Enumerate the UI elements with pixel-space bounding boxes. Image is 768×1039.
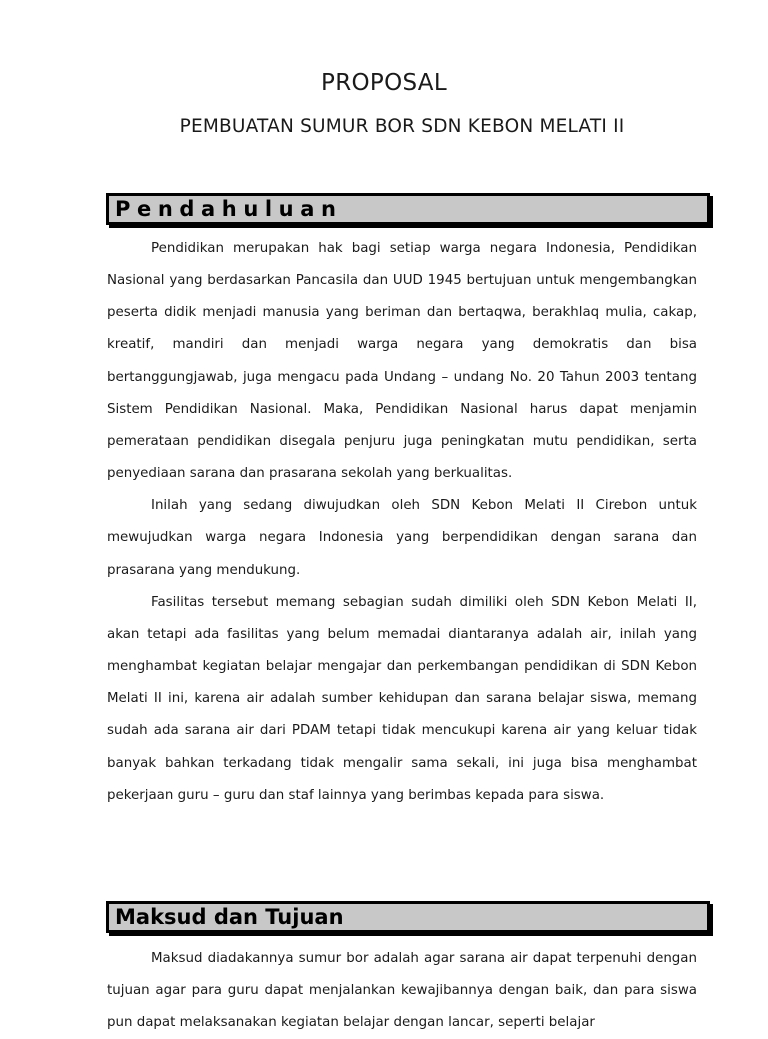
section-heading-box-pendahuluan	[106, 193, 710, 225]
document-title: PROPOSAL	[321, 70, 447, 96]
paragraph: Inilah yang sedang diwujudkan oleh SDN Kebon Melati II Cirebon untuk mewujudkan warga negara Indonesia yang berpendidikan dengan sarana dan prasarana yang mendukung.	[107, 498, 697, 578]
paragraph: Pendidikan merupakan hak bagi setiap warga negara Indonesia, Pendidikan Nasional yang berdasarkan Pancasila dan UUD 1945 bertujuan untuk mengembangkan peserta didik menjadi manusia yang beriman dan bertaqwa, berakhlaq mulia, cakap, kreatif, mandiri dan menjadi warga negara yang demokratis dan bisa bertanggungjawab, juga mengacu pada Undang – undang No. 20 Tahun 2003 tentang Sistem Pendidikan Nasional. Maka, Pendidikan Nasional harus dapat menjamin pemerataan pendidikan disegala penjuru juga peningkatan mutu pendidikan, serta penyediaan sarana dan prasarana sekolah yang berkualitas.	[107, 241, 697, 482]
paragraph: Fasilitas tersebut memang sebagian sudah dimiliki oleh SDN Kebon Melati II, akan tetapi ada fasilitas yang belum memadai diantaranya adalah air, inilah yang menghambat kegiatan belajar mengajar dan perkembangan pendidikan di SDN Kebon Melati II ini, karena air adalah sumber kehidupan dan sarana belajar siswa, memang sudah ada sarana air dari PDAM tetapi tidak mencukupi karena air yang keluar tidak banyak bahkan terkadang tidak mengalir sama sekali, ini juga bisa menghambat pekerjaan guru – guru dan staf lainnya yang berimbas kepada para siswa.	[107, 594, 697, 803]
section-body-maksud-dan-tujuan	[107, 943, 697, 1039]
section-heading-maksud-dan-tujuan: Maksud dan Tujuan	[115, 905, 344, 929]
section-heading-box-maksud-dan-tujuan	[106, 901, 710, 933]
paragraph: Maksud diadakannya sumur bor adalah agar sarana air dapat terpenuhi dengan tujuan agar para guru dapat menjalankan kewajibannya dengan baik, dan para siswa pun dapat melaksanakan kegiatan belajar dengan lancar, seperti belajar	[107, 951, 697, 1031]
document-subtitle: PEMBUATAN SUMUR BOR SDN KEBON MELATI II	[179, 116, 625, 137]
section-heading-pendahuluan: Pendahuluan	[115, 197, 343, 221]
section-body-pendahuluan	[107, 233, 697, 812]
